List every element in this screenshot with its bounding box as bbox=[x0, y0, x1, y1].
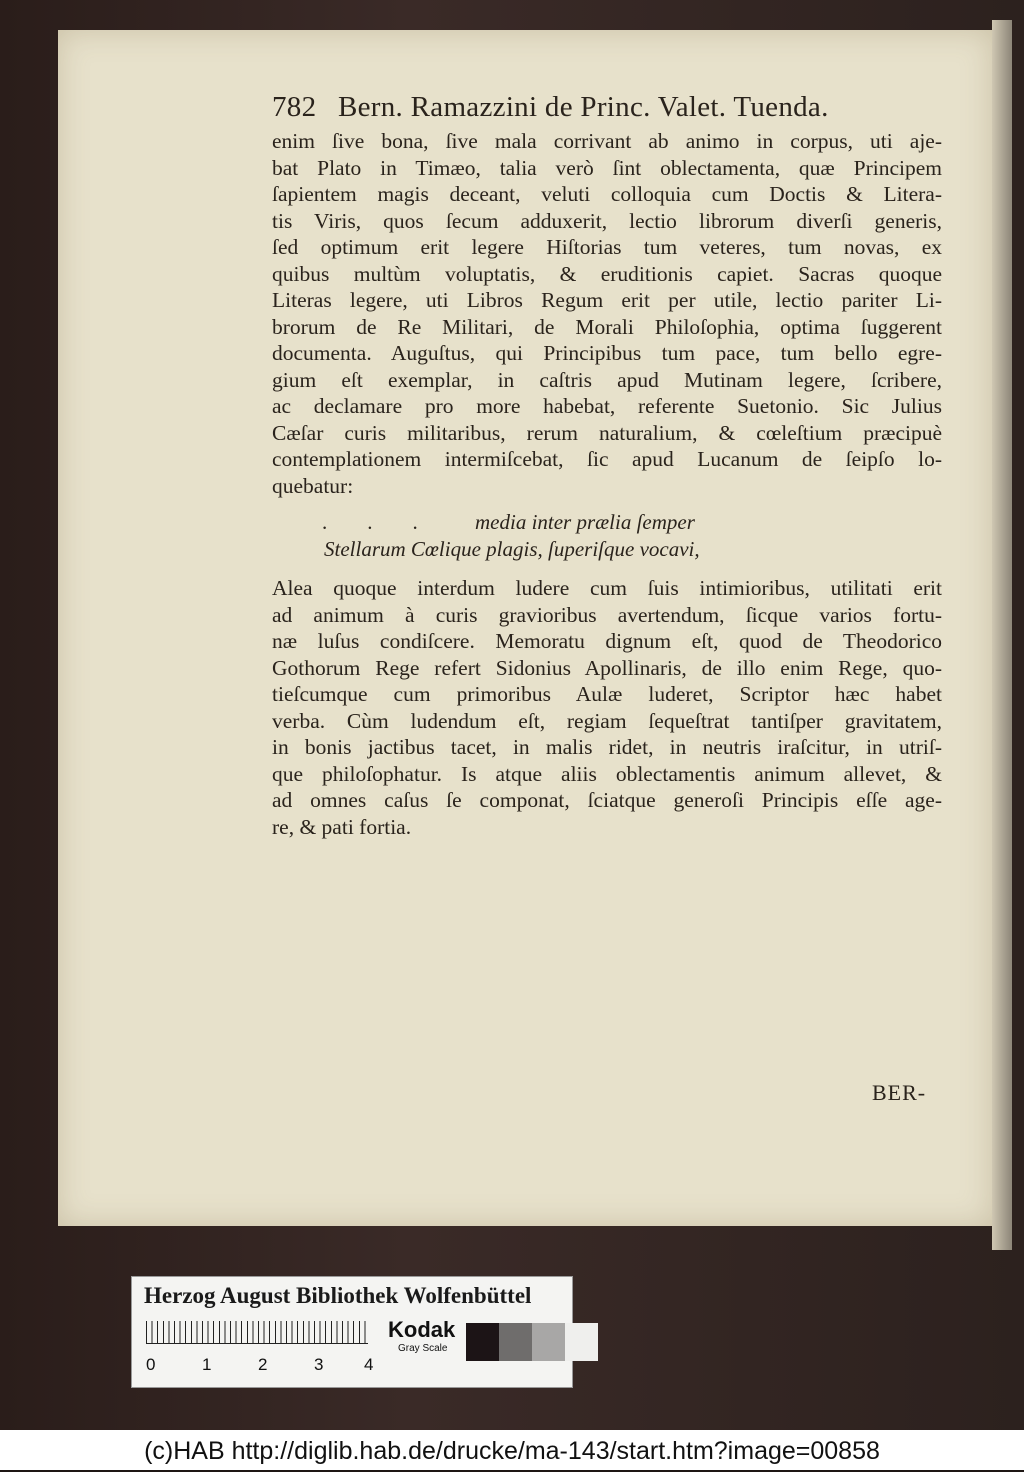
text-line: in bonis jactibus tacet, in malis ridet, in neutris iraſcitur, in utriſ- bbox=[272, 735, 942, 759]
page-number: 782 bbox=[272, 91, 317, 123]
text-line: documenta. Auguſtus, qui Principibus tum pace, tum bello egre- bbox=[272, 341, 942, 365]
text-line: Cæſar curis militaribus, rerum naturalium, & cœleſtium præcipuè bbox=[272, 420, 942, 445]
text-line: gium eſt exemplar, in caſtris apud Mutinam legere, ſcribere, bbox=[272, 367, 942, 392]
color-target-card bbox=[131, 1276, 573, 1388]
kodak-logo: Kodak bbox=[388, 1317, 456, 1342]
text-line: tieſcumque cum primoribus Aulæ luderet, Scriptor hæc habet bbox=[272, 682, 942, 706]
swatch-black bbox=[466, 1323, 499, 1361]
institution-name: Herzog August Bibliothek Wolfenbüttel bbox=[144, 1283, 532, 1308]
gray-scale-label: Gray Scale bbox=[398, 1343, 448, 1354]
ruler-label: 2 bbox=[258, 1355, 268, 1374]
catchword: BER- bbox=[872, 1080, 927, 1105]
text-line: ſed optimum erit legere Hiſtorias tum veteres, tum novas, ex bbox=[272, 235, 942, 259]
text-line: verba. Cùm ludendum eſt, regiam ſequeſtrat tantiſper gravitatem, bbox=[272, 708, 942, 733]
text-line: ad animum à curis gravioribus avertendum, ſicque varios fortu- bbox=[272, 602, 942, 627]
text-line: ſapientem magis deceant, veluti colloquia cum Doctis & Litera- bbox=[272, 182, 942, 206]
paragraph-2 bbox=[272, 575, 942, 840]
text-line: Gothorum Rege refert Sidonius Apollinaris, de illo enim Rege, quo- bbox=[272, 655, 942, 680]
verse-ellipsis: ... bbox=[322, 510, 458, 534]
running-title: Bern. Ramazzini de Princ. Valet. Tuenda. bbox=[337, 91, 829, 123]
text-line: Literas legere, uti Libros Regum erit per utile, lectio pariter Li- bbox=[272, 288, 942, 312]
swatch-dark-gray bbox=[499, 1323, 532, 1361]
verse-line-2: Stellarum Cœlique plagis, ſuperiſque vocavi, bbox=[324, 537, 700, 561]
text-line: contemplationem intermiſcebat, ſic apud Lucanum de ſeipſo lo- bbox=[272, 447, 942, 471]
text-line: quebatur: bbox=[272, 473, 354, 498]
text-line: enim ſive bona, ſive mala corrivant ab animo in corpus, uti aje- bbox=[272, 129, 942, 153]
ruler-label: 4 bbox=[364, 1355, 374, 1374]
text-line: næ luſus condiſcere. Memoratu dignum eſt, quod de Theodorico bbox=[272, 629, 942, 653]
page-text bbox=[272, 90, 942, 840]
running-head bbox=[272, 90, 942, 124]
verse-line-1 bbox=[272, 509, 942, 536]
text-line: que philoſophatur. Is atque aliis oblectamentis animum allevet, & bbox=[272, 761, 942, 786]
text-line: ad omnes caſus ſe componat, ſciatque generoſi Principis eſſe age- bbox=[272, 788, 942, 812]
paragraph-1 bbox=[272, 128, 942, 499]
text-line: ac declamare pro more habebat, referente Suetonio. Sic Julius bbox=[272, 394, 942, 418]
scale-ruler bbox=[146, 1321, 368, 1344]
text-line: tis Viris, quos ſecum adduxerit, lectio librorum diverſi generis, bbox=[272, 208, 942, 233]
ruler-label: 1 bbox=[202, 1355, 212, 1374]
gray-swatches bbox=[466, 1323, 598, 1361]
text-line: bat Plato in Timæo, talia verò ſint oblectamenta, quæ Principem bbox=[272, 155, 942, 180]
facing-page-edge bbox=[992, 20, 1012, 1250]
ruler-label: 3 bbox=[314, 1355, 324, 1374]
ruler-label: 0 bbox=[146, 1355, 156, 1374]
text-line: Alea quoque interdum ludere cum ſuis intimioribus, utilitati erit bbox=[272, 576, 942, 600]
swatch-light-gray bbox=[532, 1323, 565, 1361]
text-line: re, & pati fortia. bbox=[272, 814, 412, 839]
copyright-footer: (c)HAB http://diglib.hab.de/drucke/ma-143/start.htm?image=00858 bbox=[0, 1430, 1024, 1470]
swatch-white bbox=[565, 1323, 598, 1361]
verse-text: media inter prælia ſemper bbox=[475, 510, 695, 534]
text-line: brorum de Re Militari, de Morali Philoſophia, optima ſuggerent bbox=[272, 314, 942, 339]
text-line: quibus multùm voluptatis, & eruditionis capiet. Sacras quoque bbox=[272, 261, 942, 286]
